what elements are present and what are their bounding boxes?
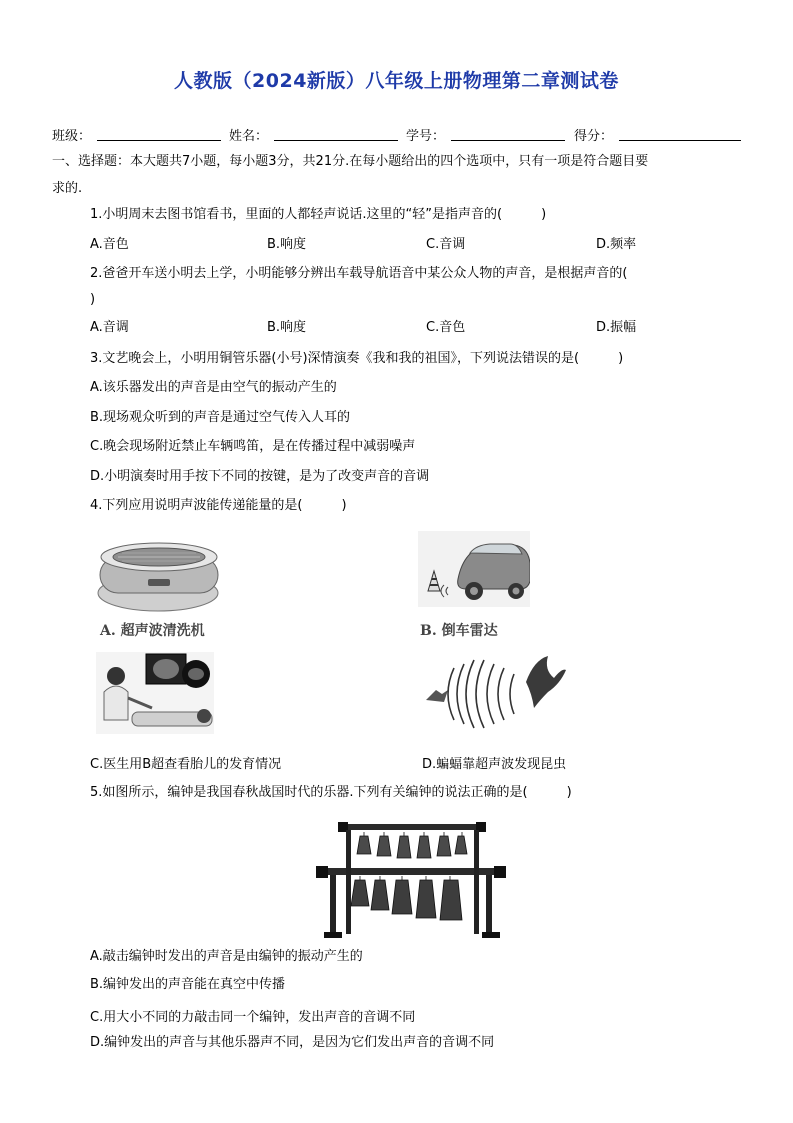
name-label: 姓名： bbox=[229, 129, 269, 144]
question-5-stem: 5.如图所示，编钟是我国春秋战国时代的乐器.下列有关编钟的说法正确的是( ) bbox=[90, 785, 572, 800]
question-4-stem: 4.下列应用说明声波能传递能量的是( ) bbox=[90, 498, 347, 513]
q4-caption-a: A. 超声波清洗机 bbox=[100, 623, 205, 639]
page-title: 人教版（2024新版）八年级上册物理第二章测试卷 bbox=[174, 70, 619, 92]
student-info-row bbox=[52, 125, 742, 145]
class-blank[interactable] bbox=[97, 140, 221, 141]
student-id-label: 学号： bbox=[406, 129, 446, 144]
question-2-stem-cont: ) bbox=[90, 292, 96, 307]
question-2-stem: 2.爸爸开车送小明去上学，小明能够分辨出车载导航语音中某公众人物的声音，是根据声音的( bbox=[90, 266, 628, 281]
ultrasonic-cleaner-image[interactable] bbox=[96, 535, 226, 615]
q1-option-c[interactable]: C.音调 bbox=[426, 237, 466, 252]
q1-option-b[interactable]: B.响度 bbox=[267, 237, 307, 252]
q3-option-a[interactable]: A.该乐器发出的声音是由空气的振动产生的 bbox=[90, 380, 337, 395]
q5-option-d[interactable]: D.编钟发出的声音与其他乐器声不同，是因为它们发出声音的音调不同 bbox=[90, 1035, 495, 1050]
bianzhong-bells-image[interactable] bbox=[316, 814, 506, 940]
class-label: 班级： bbox=[52, 129, 92, 144]
reversing-radar-image[interactable] bbox=[418, 531, 530, 607]
question-3-stem: 3.文艺晚会上，小明用铜管乐器(小号)深情演奏《我和我的祖国》，下列说法错误的是( ) bbox=[90, 351, 624, 366]
q4-option-c[interactable]: C.医生用B超查看胎儿的发育情况 bbox=[90, 757, 282, 772]
q5-option-a[interactable]: A.敲击编钟时发出的声音是由编钟的振动产生的 bbox=[90, 949, 363, 964]
q3-option-d[interactable]: D.小明演奏时用手按下不同的按键，是为了改变声音的音调 bbox=[90, 469, 430, 484]
q2-option-c[interactable]: C.音色 bbox=[426, 320, 466, 335]
score-label: 得分： bbox=[574, 129, 614, 144]
q5-option-b[interactable]: B.编钟发出的声音能在真空中传播 bbox=[90, 977, 286, 992]
q4-caption-b: B. 倒车雷达 bbox=[420, 623, 498, 639]
q1-option-d[interactable]: D.频率 bbox=[596, 237, 637, 252]
q2-option-b[interactable]: B.响度 bbox=[267, 320, 307, 335]
q2-option-d[interactable]: D.振幅 bbox=[596, 320, 637, 335]
q3-option-b[interactable]: B.现场观众听到的声音是通过空气传入人耳的 bbox=[90, 410, 351, 425]
bat-echolocation-image[interactable] bbox=[418, 652, 566, 734]
q3-option-c[interactable]: C.晚会现场附近禁止车辆鸣笛，是在传播过程中减弱噪声 bbox=[90, 439, 416, 454]
section-instructions: 一、选择题：本大题共7小题，每小题3分，共21分.在每小题给出的四个选项中，只有一项是符合题目要 bbox=[52, 154, 649, 169]
q5-option-c[interactable]: C.用大小不同的力敲击同一个编钟，发出声音的音调不同 bbox=[90, 1010, 416, 1025]
q4-option-d[interactable]: D.蝙蝠靠超声波发现昆虫 bbox=[422, 757, 567, 772]
name-blank[interactable] bbox=[274, 140, 398, 141]
student-id-blank[interactable] bbox=[451, 140, 565, 141]
q2-option-a[interactable]: A.音调 bbox=[90, 320, 129, 335]
section-instructions-cont: 求的. bbox=[52, 181, 83, 196]
q1-option-a[interactable]: A.音色 bbox=[90, 237, 129, 252]
score-blank[interactable] bbox=[619, 140, 741, 141]
question-1-stem: 1.小明周末去图书馆看书，里面的人都轻声说话.这里的“轻”是指声音的( ) bbox=[90, 207, 547, 222]
b-ultrasound-image[interactable] bbox=[96, 652, 214, 734]
